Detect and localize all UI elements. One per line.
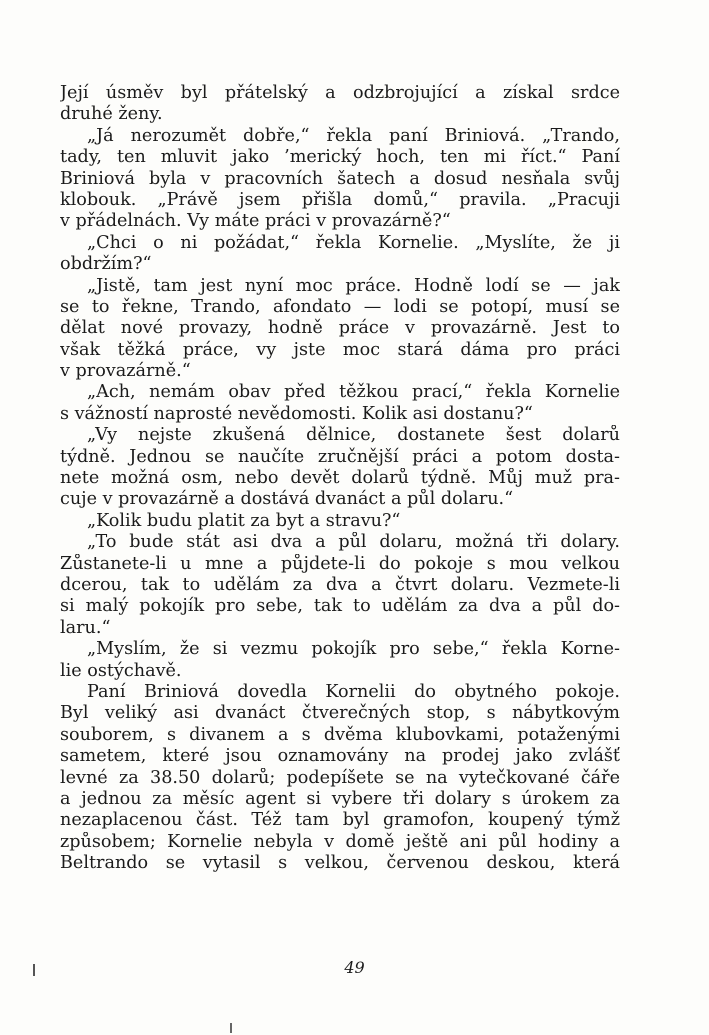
- text-line: Paní Briniová dovedla Kornelii do obytného pokoje.: [87, 681, 620, 702]
- text-line: a jednou za měsíc agent si vybere tři dolary s úrokem za: [60, 788, 620, 809]
- text-line: „To bude stát asi dva a půl dolaru, možná tři dolary.: [87, 532, 620, 553]
- text-line: „Jistě, tam jest nyní moc práce. Hodně lodí se — jak: [87, 275, 620, 296]
- text-line: „Myslím, že si vezmu pokojík pro sebe,“ řekla Korne-: [87, 639, 620, 660]
- text-line: nezaplacenou část. Též tam byl gramofon, koupený týmž: [60, 810, 620, 831]
- margin-mark: [230, 1023, 232, 1033]
- text-line: Briniová byla v pracovních šatech a dosud nesňala svůj: [60, 168, 620, 189]
- text-line: Beltrando se vytasil s velkou, červenou deskou, která: [60, 853, 620, 874]
- text-line: v přádelnách. Vy máte práci v provazárně?“: [60, 211, 451, 232]
- margin-mark: [33, 964, 35, 976]
- text-line: lie ostýchavě.: [60, 660, 182, 681]
- text-line: však těžká práce, vy jste moc stará dáma pro práci: [60, 339, 620, 360]
- text-line: způsobem; Kornelie nebyla v domě ještě ani půl hodiny a: [60, 831, 620, 852]
- text-line: „Kolik budu platit za byt a stravu?“: [87, 510, 401, 531]
- text-line: tady, ten mluvit jako ’merický hoch, ten mi říct.“ Paní: [60, 147, 620, 168]
- text-line: dcerou, tak to udělám za dva a čtvrt dolaru. Vezmete-li: [60, 574, 620, 595]
- text-line: „Já nerozumět dobře,“ řekla paní Briniová. „Trando,: [87, 125, 620, 146]
- text-line: obdržím?“: [60, 254, 152, 275]
- text-line: druhé ženy.: [60, 104, 163, 125]
- text-line: s vážností naprosté nevědomosti. Kolik asi dostanu?“: [60, 403, 533, 424]
- text-line: cuje v provazárně a dostává dvanáct a půl dolaru.“: [60, 489, 514, 510]
- body-text: [60, 83, 620, 874]
- text-line: se to řekne, Trando, afondato — lodi se potopí, musí se: [60, 296, 620, 317]
- text-line: sametem, které jsou oznamovány na prodej jako zvlášť: [60, 746, 620, 767]
- text-line: Zůstanete-li u mne a půjdete-li do pokoje s mou velkou: [60, 553, 620, 574]
- text-line: „Chci o ni požádat,“ řekla Kornelie. „Myslíte, že ji: [87, 232, 620, 253]
- text-line: nete možná osm, nebo devět dolarů týdně. Můj muž pra-: [60, 468, 620, 489]
- text-line: Její úsměv byl přátelský a odzbrojující a získal srdce: [60, 83, 620, 103]
- text-line: souborem, s divanem a s dvěma klubovkami, potaženými: [60, 724, 620, 745]
- text-line: laru.“: [60, 617, 111, 638]
- text-line: levné za 38.50 dolarů; podepíšete se na vytečkované čáře: [60, 767, 620, 788]
- text-line: klobouk. „Právě jsem přišla domů,“ pravila. „Pracuji: [60, 189, 620, 210]
- text-line: „Vy nejste zkušená dělnice, dostanete šest dolarů: [87, 425, 620, 446]
- page-number: 49: [344, 958, 365, 977]
- text-line: Byl veliký asi dvanáct čtverečných stop, s nábytkovým: [60, 703, 620, 724]
- text-line: dělat nové provazy, hodně práce v provazárně. Jest to: [60, 318, 620, 339]
- text-line: si malý pokojík pro sebe, tak to udělám za dva a půl do-: [60, 596, 620, 617]
- text-line: „Ach, nemám obav před těžkou prací,“ řekla Kornelie: [87, 382, 620, 403]
- text-line: týdně. Jednou se naučíte zručnější práci a potom dosta-: [60, 446, 620, 467]
- text-line: v provazárně.“: [60, 361, 191, 382]
